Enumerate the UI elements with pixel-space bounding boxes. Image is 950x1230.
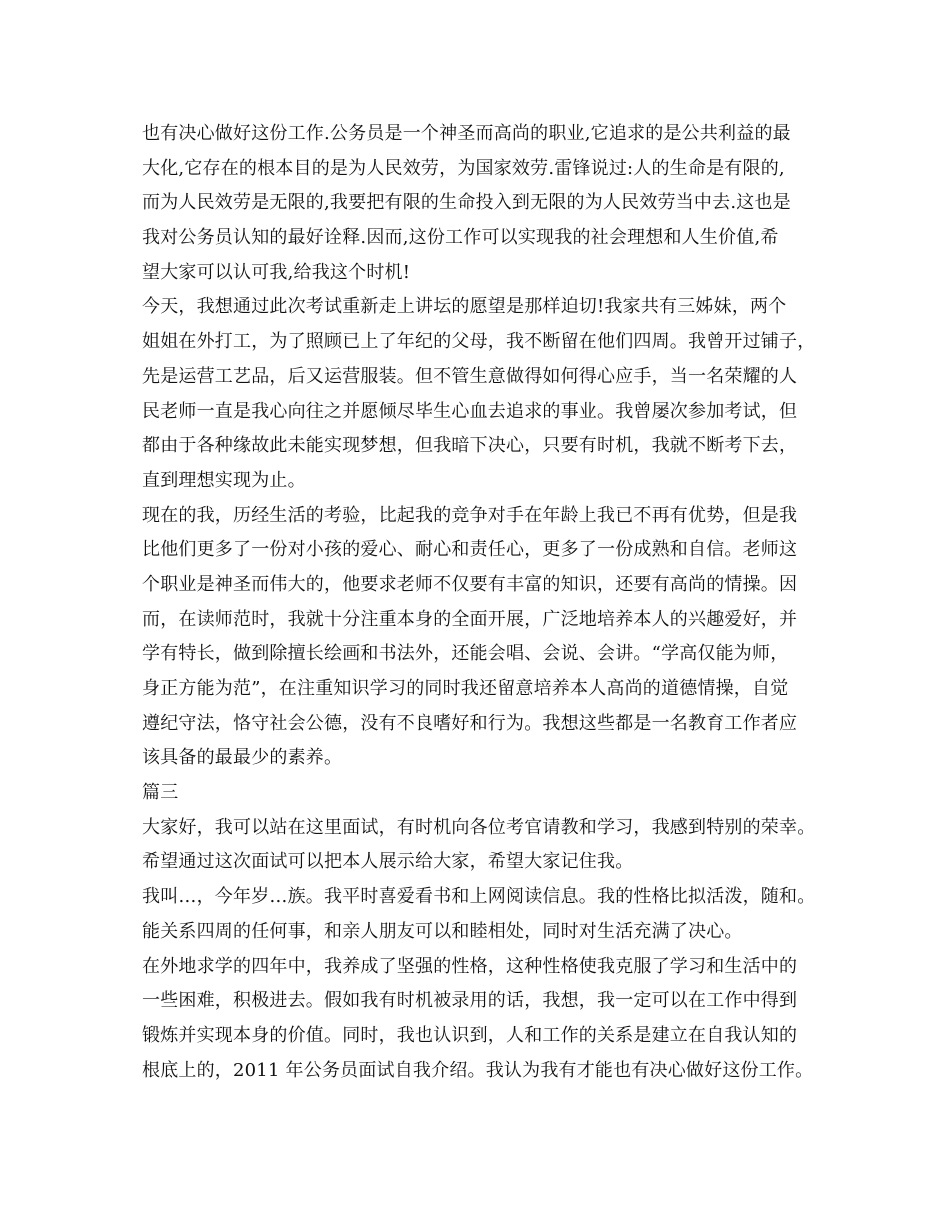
text-line: 学有特长，做到除擅长绘画和书法外，还能会唱、会说、会讲。“学高仅能为师，	[142, 643, 789, 665]
text-line: 而，在读师范时，我就十分注重本身的全面开展，广泛地培养本人的兴趣爱好，并	[142, 608, 798, 630]
text-line: 现在的我，历经生活的考验，比起我的竞争对手在年龄上我已不再有优势，但是我	[142, 504, 798, 526]
text-line: 在外地求学的四年中，我养成了坚强的性格，这种性格使我克服了学习和生活中的	[142, 955, 798, 977]
text-line: 希望通过这次面试可以把本人展示给大家，希望大家记住我。	[142, 851, 634, 873]
text-line: 直到理想实现为止。	[142, 469, 306, 491]
text-line: 一些困难，积极进去。假如我有时机被录用的话，我想，我一定可以在工作中得到	[142, 990, 798, 1012]
text-line: 大化,它存在的根本目的是为人民效劳，为国家效劳.雷锋说过:人的生命是有限的,	[142, 157, 785, 179]
text-line: 根底上的，2011 年公务员面试自我介绍。我认为我有才能也有决心做好这份工作。	[142, 1059, 814, 1081]
text-line: 望大家可以认可我,给我这个时机!	[142, 261, 411, 283]
text-line: 遵纪守法，恪守社会公德，没有不良嗜好和行为。我想这些都是一名教育工作者应	[142, 712, 798, 734]
text-line: 姐姐在外打工，为了照顾已上了年纪的父母，我不断留在他们四周。我曾开过铺子，	[142, 331, 816, 353]
document-body	[142, 117, 822, 1088]
text-line: 能关系四周的任何事，和亲人朋友可以和睦相处，同时对生活充满了决心。	[142, 920, 743, 942]
text-line: 我对公务员认知的最好诠释.因而,这份工作可以实现我的社会理想和人生价值,希	[142, 227, 779, 249]
text-line: 锻炼并实现本身的价值。同时，我也认识到，人和工作的关系是建立在自我认知的	[142, 1024, 798, 1046]
text-line: 比他们更多了一份对小孩的爱心、耐心和责任心，更多了一份成熟和自信。老师这	[142, 539, 798, 561]
text-line: 该具备的最最少的素养。	[142, 747, 343, 769]
text-line: 今天，我想通过此次考试重新走上讲坛的愿望是那样迫切!我家共有三姊妹，两个	[142, 296, 787, 318]
text-line: 都由于各种缘故此未能实现梦想，但我暗下决心，只要有时机，我就不断考下去，	[142, 435, 798, 457]
text-line: 民老师一直是我心向往之并愿倾尽毕生心血去追求的事业。我曾屡次参加考试，但	[142, 400, 798, 422]
text-line: 我叫…，今年岁…族。我平时喜爱看书和上网阅读信息。我的性格比拟活泼，随和。	[142, 886, 816, 908]
text-line: 也有决心做好这份工作.公务员是一个神圣而高尚的职业,它追求的是公共利益的最	[142, 123, 791, 144]
text-line: 个职业是神圣而伟大的，他要求老师不仅要有丰富的知识，还要有高尚的情操。因	[142, 573, 798, 595]
section-heading: 篇三	[142, 782, 179, 804]
text-line: 大家好，我可以站在这里面试，有时机向各位考官请教和学习，我感到特别的荣幸。	[142, 816, 816, 838]
text-line: 身正方能为范”，在注重知识学习的同时我还留意培养本人高尚的道德情操，自觉	[142, 678, 789, 699]
text-line: 先是运营工艺品，后又运营服装。但不管生意做得如何得心应手，当一名荣耀的人	[142, 365, 798, 387]
text-line: 而为人民效劳是无限的,我要把有限的生命投入到无限的为人民效劳当中去.这也是	[142, 192, 791, 214]
